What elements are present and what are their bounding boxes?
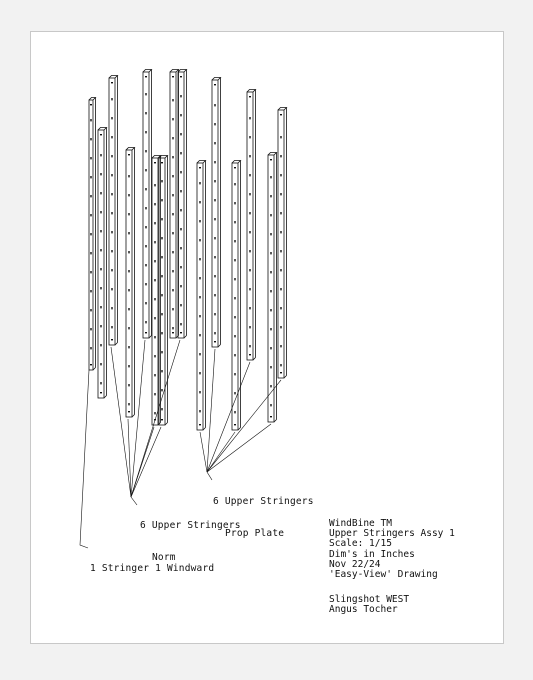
bolt-hole: [161, 408, 162, 410]
bolt-hole: [128, 175, 129, 177]
stringer-5: [143, 70, 152, 339]
bolt-hole: [145, 112, 146, 114]
bolt-hole: [214, 104, 215, 106]
bolt-hole: [234, 354, 235, 356]
bolt-hole: [199, 353, 200, 355]
prop-plate-leader-2: [207, 349, 215, 472]
bolt-hole: [161, 237, 162, 239]
bolt-hole: [270, 290, 271, 292]
bolt-hole: [90, 119, 91, 121]
bolt-hole: [161, 313, 162, 315]
bolt-hole: [128, 154, 130, 155]
bolt-hole: [234, 167, 236, 168]
bolt-hole: [214, 180, 215, 182]
stringer-face: [159, 158, 165, 425]
bolt-hole: [161, 419, 163, 420]
bolt-hole: [172, 232, 173, 234]
bolt-hole: [161, 162, 163, 163]
bolt-hole: [128, 194, 129, 196]
bolt-hole: [270, 159, 272, 160]
bolt-hole: [214, 313, 215, 315]
bolt-hole: [128, 403, 129, 405]
bolt-hole: [280, 231, 281, 233]
bolt-hole: [145, 207, 146, 209]
bolt-hole: [199, 372, 200, 374]
bolt-hole: [270, 416, 272, 417]
bolt-hole: [154, 393, 155, 395]
bolt-hole: [249, 212, 250, 214]
bolt-hole: [270, 233, 271, 235]
bolt-hole: [280, 212, 281, 214]
bolt-hole: [172, 175, 173, 177]
stringer-1: [89, 98, 96, 371]
bolt-hole: [172, 289, 173, 291]
norm-callout-line2: Norm: [152, 551, 176, 563]
bolt-hole: [249, 155, 250, 157]
bolt-hole: [249, 269, 250, 271]
bolt-hole: [161, 218, 162, 220]
bolt-hole: [111, 326, 112, 328]
bolt-hole: [249, 117, 250, 119]
stringer-face: [212, 80, 218, 347]
title-line-product: WindBine TM: [329, 518, 392, 529]
stringer-13: [247, 90, 256, 361]
bolt-hole: [214, 123, 215, 125]
bolt-hole: [180, 285, 181, 287]
bolt-hole: [199, 201, 200, 203]
bolt-hole: [199, 334, 200, 336]
bolt-hole: [270, 195, 271, 197]
bolt-hole: [199, 220, 200, 222]
bolt-hole: [214, 199, 215, 201]
bolt-hole: [234, 221, 235, 223]
bolt-hole: [234, 183, 235, 185]
bolt-hole: [161, 199, 162, 201]
bolt-hole: [214, 218, 215, 220]
bolt-hole: [249, 288, 250, 290]
bolt-hole: [234, 202, 235, 204]
bolt-hole: [154, 355, 155, 357]
bolt-hole: [90, 364, 92, 365]
bolt-hole: [128, 251, 129, 253]
prop-plate-callout-line2: Prop Plate: [225, 527, 285, 539]
bolt-hole: [172, 99, 173, 101]
title-block: [329, 519, 455, 580]
bolt-hole: [199, 391, 200, 393]
bolt-hole: [111, 82, 113, 83]
bolt-hole: [180, 171, 181, 173]
bolt-hole: [111, 231, 112, 233]
stringer-4: [126, 148, 135, 418]
bolt-hole: [145, 302, 146, 304]
bolt-hole: [154, 412, 155, 414]
bolt-hole: [145, 76, 147, 77]
bolt-hole: [199, 424, 201, 425]
bolt-hole: [172, 194, 173, 196]
bolt-hole: [154, 298, 155, 300]
bolt-hole: [90, 176, 91, 178]
stringer-2: [98, 128, 107, 399]
bolt-hole: [180, 332, 182, 333]
norm-leader-3: [131, 340, 145, 497]
bolt-hole: [111, 117, 112, 119]
bolt-hole: [249, 231, 250, 233]
bolt-hole: [128, 327, 129, 329]
bolt-hole: [280, 250, 281, 252]
stringer-8: [170, 70, 179, 339]
windward-callout: [90, 543, 214, 585]
bolt-hole: [280, 307, 281, 309]
bolt-hole: [172, 156, 173, 158]
bolt-hole: [270, 252, 271, 254]
bolt-hole: [90, 290, 91, 292]
bolt-hole: [280, 288, 281, 290]
norm-leader-5: [131, 427, 161, 497]
bolt-hole: [280, 372, 282, 373]
bolt-hole: [199, 258, 200, 260]
bolt-hole: [249, 96, 251, 97]
bolt-hole: [199, 296, 200, 298]
bolt-hole: [90, 347, 91, 349]
bolt-hole: [111, 269, 112, 271]
prop-plate-leader-6: [207, 380, 281, 472]
prop-plate-leader-tail: [207, 472, 212, 480]
bolt-hole: [280, 174, 281, 176]
bolt-hole: [145, 150, 146, 152]
bolt-hole: [90, 328, 91, 330]
stringer-face: [247, 92, 253, 360]
bolt-hole: [154, 260, 155, 262]
title-line-units: Dim's in Inches: [329, 548, 415, 560]
bolt-hole: [145, 93, 146, 95]
bolt-hole: [154, 279, 155, 281]
bolt-hole: [280, 345, 281, 347]
bolt-hole: [145, 245, 146, 247]
bolt-hole: [145, 321, 146, 323]
bolt-hole: [154, 336, 155, 338]
bolt-hole: [280, 114, 282, 115]
bolt-hole: [161, 180, 162, 182]
stringer-9: [178, 70, 187, 339]
bolt-hole: [180, 209, 181, 211]
bolt-hole: [234, 392, 235, 394]
bolt-hole: [180, 266, 181, 268]
bolt-hole: [172, 308, 173, 310]
bolt-hole: [100, 211, 101, 213]
bolt-hole: [128, 289, 129, 291]
bolt-hole: [111, 288, 112, 290]
bolt-hole: [249, 307, 250, 309]
bolt-hole: [145, 131, 146, 133]
bolt-hole: [199, 315, 200, 317]
bolt-hole: [128, 213, 129, 215]
bolt-hole: [280, 326, 281, 328]
bolt-hole: [100, 392, 102, 393]
bolt-hole: [214, 332, 215, 334]
bolt-hole: [145, 169, 146, 171]
stringer-face: [152, 158, 158, 425]
bolt-hole: [90, 214, 91, 216]
bolt-hole: [280, 364, 281, 366]
stringer-3: [109, 76, 118, 346]
title-line-scale: Scale: 1/15: [329, 538, 392, 550]
bolt-hole: [100, 230, 101, 232]
bolt-hole: [154, 241, 155, 243]
bolt-hole: [100, 287, 101, 289]
bolt-hole: [180, 76, 182, 77]
author-name: Angus Tocher: [329, 604, 398, 616]
bolt-hole: [154, 184, 155, 186]
bolt-hole: [270, 176, 271, 178]
bolt-hole: [90, 104, 92, 105]
bolt-hole: [270, 366, 271, 368]
bolt-hole: [90, 138, 91, 140]
bolt-hole: [180, 133, 181, 135]
bolt-hole: [161, 389, 162, 391]
bolt-hole: [90, 309, 91, 311]
bolt-hole: [128, 365, 129, 367]
bolt-hole: [90, 233, 91, 235]
bolt-hole: [128, 411, 130, 412]
bolt-hole: [90, 271, 91, 273]
bolt-hole: [199, 410, 200, 412]
prop-plate-leader-1: [200, 432, 207, 472]
windward-leader: [80, 370, 89, 548]
bolt-hole: [111, 193, 112, 195]
bolt-hole: [111, 339, 113, 340]
bolt-hole: [90, 157, 91, 159]
bolt-hole: [249, 354, 251, 355]
stringer-face: [278, 110, 284, 378]
bolt-hole: [128, 346, 129, 348]
bolt-hole: [214, 84, 216, 85]
title-line-date: Nov 22/24: [329, 558, 381, 570]
bolt-hole: [249, 136, 250, 138]
company-name: Slingshot WEST: [329, 594, 410, 605]
bolt-hole: [280, 193, 281, 195]
bolt-hole: [234, 373, 235, 375]
bolt-hole: [270, 328, 271, 330]
bolt-hole: [234, 424, 236, 425]
bolt-hole: [214, 294, 215, 296]
bolt-hole: [214, 275, 215, 277]
bolt-hole: [154, 222, 155, 224]
bolt-hole: [180, 190, 181, 192]
bolt-hole: [270, 309, 271, 311]
bolt-hole: [180, 95, 181, 97]
bolt-hole: [100, 134, 102, 135]
bolt-hole: [180, 114, 181, 116]
bolt-hole: [161, 332, 162, 334]
bolt-hole: [100, 249, 101, 251]
bolt-hole: [249, 250, 250, 252]
bolt-hole: [172, 137, 173, 139]
bolt-hole: [249, 326, 250, 328]
bolt-hole: [145, 332, 147, 333]
bolt-hole: [100, 154, 101, 156]
bolt-hole: [111, 136, 112, 138]
bolt-hole: [234, 411, 235, 413]
bolt-hole: [234, 259, 235, 261]
bolt-hole: [154, 162, 156, 163]
bolt-hole: [172, 270, 173, 272]
bolt-hole: [214, 256, 215, 258]
bolt-hole: [249, 345, 250, 347]
bolt-hole: [172, 251, 173, 253]
stringer-11: [212, 78, 221, 348]
stringer-face: [143, 72, 149, 338]
bolt-hole: [90, 195, 91, 197]
bolt-hole: [100, 173, 101, 175]
bolt-hole: [111, 155, 112, 157]
bolt-hole: [199, 182, 200, 184]
stringer-15: [278, 108, 287, 379]
bolt-hole: [234, 297, 235, 299]
bolt-hole: [172, 118, 173, 120]
bolt-hole: [100, 306, 101, 308]
bolt-hole: [145, 226, 146, 228]
stringer-10: [197, 161, 206, 431]
bolt-hole: [161, 351, 162, 353]
bolt-hole: [145, 188, 146, 190]
bolt-hole: [234, 240, 235, 242]
stringer-14: [268, 153, 277, 423]
bolt-hole: [100, 325, 101, 327]
bolt-hole: [199, 277, 200, 279]
bolt-hole: [111, 98, 112, 100]
bolt-hole: [214, 142, 215, 144]
title-line-drawing-type: 'Easy-View' Drawing: [329, 569, 438, 581]
bolt-hole: [270, 404, 271, 406]
bolt-hole: [234, 335, 235, 337]
bolt-hole: [154, 203, 155, 205]
bolt-hole: [161, 294, 162, 296]
prop-plate-leader-3: [207, 432, 235, 472]
bolt-hole: [199, 239, 200, 241]
bolt-hole: [128, 232, 129, 234]
bolt-hole: [172, 332, 174, 333]
prop-plate-callout-line1: 6 Upper Stringers: [213, 496, 314, 507]
bolt-hole: [214, 237, 215, 239]
bolt-hole: [280, 269, 281, 271]
bolt-hole: [180, 247, 181, 249]
norm-leader-6: [131, 340, 180, 497]
bolt-hole: [111, 250, 112, 252]
bolt-hole: [270, 347, 271, 349]
stringer-face: [126, 150, 132, 417]
norm-leader-tail: [131, 497, 137, 505]
bolt-hole: [270, 385, 271, 387]
bolt-hole: [180, 152, 181, 154]
bolt-hole: [111, 174, 112, 176]
bolt-hole: [172, 76, 174, 77]
stringer-face: [98, 130, 104, 398]
bolt-hole: [214, 161, 215, 163]
norm-callout-line1: 6 Upper Stringers: [140, 520, 241, 531]
bolt-hole: [249, 174, 250, 176]
bolt-hole: [90, 252, 91, 254]
bolt-hole: [280, 136, 281, 138]
bolt-hole: [234, 316, 235, 318]
bolt-hole: [154, 374, 155, 376]
bolt-hole: [128, 270, 129, 272]
bolt-hole: [100, 344, 101, 346]
bolt-hole: [161, 370, 162, 372]
bolt-hole: [154, 317, 155, 319]
bolt-hole: [161, 275, 162, 277]
bolt-hole: [180, 323, 181, 325]
bolt-hole: [280, 155, 281, 157]
bolt-hole: [270, 214, 271, 216]
bolt-hole: [214, 341, 216, 342]
bolt-hole: [270, 271, 271, 273]
bolt-hole: [180, 304, 181, 306]
bolt-hole: [128, 308, 129, 310]
windward-callout-line1: 1 Stringer 1 Windward: [90, 563, 215, 574]
bolt-hole: [128, 384, 129, 386]
bolt-hole: [249, 193, 250, 195]
author-block: [329, 595, 409, 615]
bolt-hole: [111, 307, 112, 309]
bolt-hole: [100, 192, 101, 194]
bolt-hole: [161, 256, 162, 258]
bolt-hole: [199, 167, 201, 168]
bolt-hole: [100, 363, 101, 365]
bolt-hole: [100, 268, 101, 270]
bolt-hole: [100, 382, 101, 384]
title-line-assembly: Upper Stringers Assy 1: [329, 528, 455, 540]
bolt-hole: [145, 283, 146, 285]
bolt-hole: [180, 228, 181, 230]
prop-plate-leader-4: [207, 362, 250, 472]
bolt-hole: [172, 327, 173, 329]
bolt-hole: [111, 212, 112, 214]
bolt-hole: [234, 278, 235, 280]
stringer-face: [170, 72, 176, 338]
bolt-hole: [172, 213, 173, 215]
bolt-hole: [145, 264, 146, 266]
